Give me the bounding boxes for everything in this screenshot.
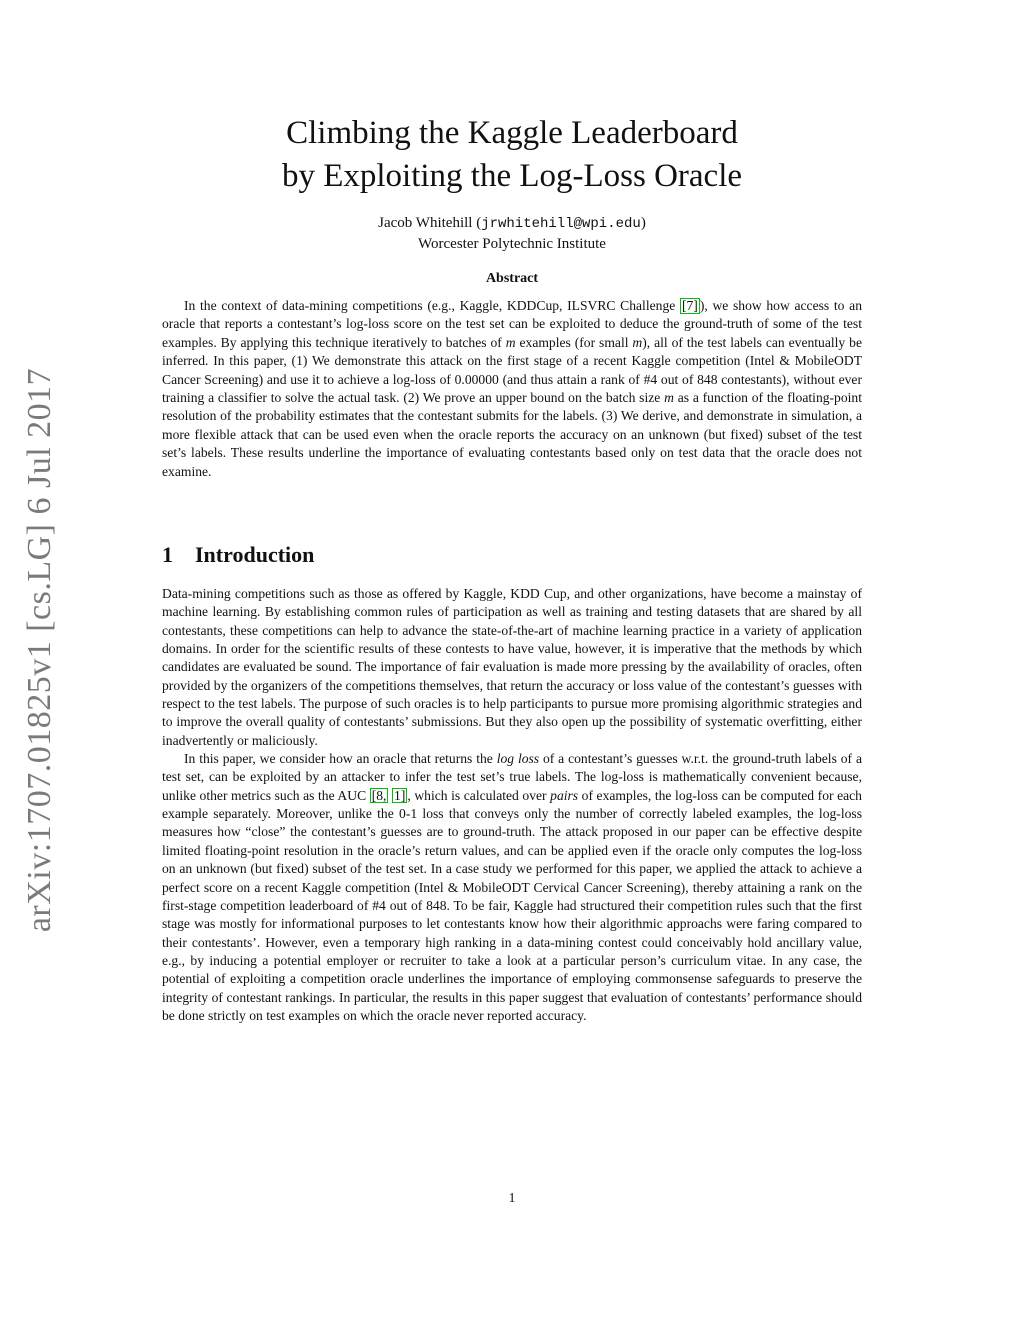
arxiv-identifier-stamp: arXiv:1707.01825v1 [cs.LG] 6 Jul 2017 — [21, 367, 58, 933]
section-heading-introduction — [162, 542, 314, 568]
section-number: 1 — [162, 542, 173, 567]
author-block — [162, 213, 862, 254]
author-affiliation: Worcester Polytechnic Institute — [418, 236, 606, 252]
abstract-text-part: ), all of the test labels can eventually be inferred. In this paper, (1) We demonstrate this attack on the first stage of a recent Kaggle competition (Intel & MobileODT Cancer Screening) and use it to achieve a log-loss of 0.00000 (and thus attain a rank of #4 out of 848 contestants), without ever training a classifier to solve the actual task. (2) We prove an upper bound on the batch size — [162, 334, 862, 406]
intro-paragraph-1: Data-mining competitions such as those as offered by Kaggle, KDD Cup, and other organizations, have become a mainstay of machine learning. By establishing common rules of participation as well as training and testing datasets that are shared by all contestants, these competitions can help to advance the state-of-the-art of machine learning practice in a variety of application domains. In order for the scientific results of these contests to have value, however, it is imperative that the methods by which candidates are evaluated be sound. The importance of fair evaluation is made more pressing by the availability of oracles, often provided by the organizers of the competitions themselves, that return the accuracy or loss value of the contestant’s guesses with respect to the test labels. The purpose of such oracles is to help participants to pursue more promising algorithmic strategies and to improve the overall quality of contestants’ submissions. But they also open up the possibility of systematic overfitting, either inadvertently or maliciously. — [162, 586, 862, 748]
abstract-text-part: ), we show how access to an oracle that reports a contestant’s log-loss score on the test set can be exploited to deduce the ground-truth of some of the test examples. By applying this technique iteratively to batches of — [162, 298, 862, 350]
citation-link[interactable]: 1] — [394, 787, 406, 803]
abstract-text-part: as a function of the floating-point resolution of the probability estimates that the contestant submits for the labels. (3) We derive, and demonstrate in simulation, a more flexible attack that can be used even when the oracle reports the accuracy on an unknown (but fixed) subset of the test set’s labels. These results underline the importance of evaluating contestants based only on test data that the oracle does not examine. — [162, 390, 863, 479]
page-number: 1 — [508, 1191, 516, 1206]
abstract-text — [162, 297, 862, 481]
paragraph-text-part: of a contestant’s guesses w.r.t. the ground-truth labels of a test set, can be exploited by an attacker to infer the test set’s true labels. The log-loss is mathematically convenient because, unlike other metrics such as the AUC — [162, 751, 862, 803]
author-name: Jacob Whitehill ( — [378, 215, 482, 231]
math-variable: m — [664, 390, 674, 406]
introduction-body — [162, 585, 862, 1025]
abstract-text-part: examples (for small — [515, 334, 633, 350]
abstract-text-part: In the context of data-mining competitions (e.g., Kaggle, KDDCup, ILSVRC Challenge — [184, 298, 680, 313]
emphasis-text: log loss — [496, 751, 540, 767]
paragraph-text-part: In this paper, we consider how an oracle that returns the — [184, 751, 497, 767]
paragraph-text-part: , which is calculated over — [407, 787, 551, 803]
intro-paragraph-2 — [162, 750, 862, 1025]
paper-title — [162, 112, 862, 198]
math-variable: m — [632, 334, 643, 350]
section-title: Introduction — [195, 542, 315, 567]
author-email: jrwhitehill@wpi.edu — [481, 216, 641, 232]
title-line-1: Climbing the Kaggle Leaderboard — [286, 115, 738, 151]
citation-link[interactable]: [7] — [681, 298, 698, 313]
paragraph-text-part: of examples, the log-loss can be computed for each example separately. Moreover, unlike the 0-1 loss that conveys only the number of correctly labeled examples, the log-loss measures how “close” the contestant’s guesses are to ground-truth. The attack proposed in our paper can be effective despite limited floating-point resolution in the oracle’s return values, and can be applied even if the oracle only computes the log-loss on an unknown (but fixed) subset of the test set. In a case study we performed for this paper, we applied the attack to achieve a perfect score on a recent Kaggle competition (Intel & MobileODT Cervical Cancer Screening), thereby attaining a rank on the first-stage competition leaderboard of #4 out of 848. To be fair, Kaggle had structured their competition rules such that the first stage was mostly for informational purposes to let contestants know how their algorithmic approachs were faring compared to their contestants’. However, even a temporary high ranking in a data-mining contest could conceivably hold ancillary value, e.g., by inducing a potential employer or recruiter to take a look at a particular person’s curriculum vitae. In any case, the potential of exploiting a competition oracle underlines the importance of employing commonsense safeguards to preserve the integrity of contestant rankings. In particular, the results in this paper suggest that evaluation of contestants’ performance should be done strictly on test examples on which the oracle never reported accuracy. — [162, 787, 862, 1023]
citation-link[interactable]: [8, — [371, 787, 387, 803]
emphasis-text: pairs — [550, 787, 579, 803]
author-line — [162, 213, 862, 234]
author-email-close: ) — [640, 215, 646, 231]
math-variable: m — [505, 334, 516, 350]
abstract-heading: Abstract — [485, 271, 539, 286]
title-line-2: by Exploiting the Log-Loss Oracle — [281, 158, 743, 194]
